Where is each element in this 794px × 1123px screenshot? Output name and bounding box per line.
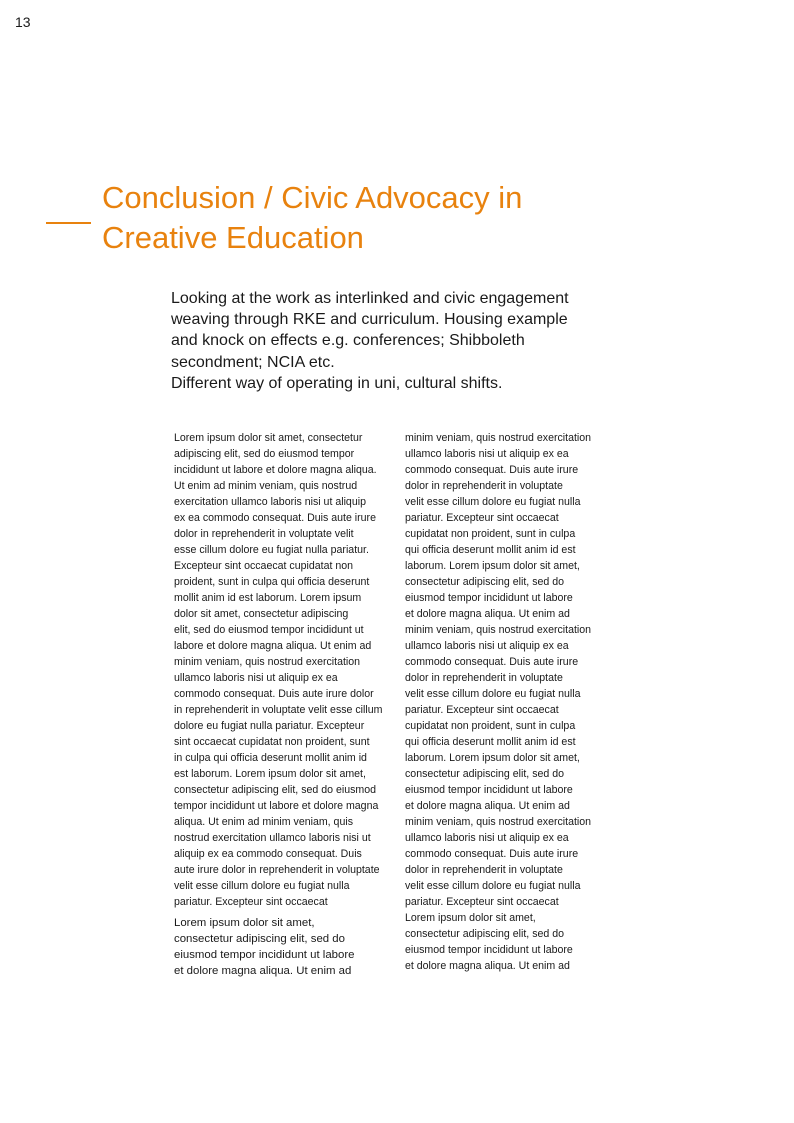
body-line: sint occaecat cupidatat non proident, sunt [174, 736, 370, 748]
page-number: 13 [15, 14, 31, 30]
body-line: aliquip ex ea commodo consequat. Duis [174, 848, 362, 860]
body-line: laborum. Lorem ipsum dolor sit amet, [405, 560, 580, 572]
body-line: consectetur adipiscing elit, sed do [174, 933, 345, 945]
lead-line: Looking at the work as interlinked and civic engagement [171, 290, 569, 307]
body-line: esse cillum dolore eu fugiat nulla pariatur. [174, 544, 369, 556]
body-line: ullamco laboris nisi ut aliquip ex ea [405, 832, 569, 844]
accent-rule [46, 222, 91, 224]
lead-line: Different way of operating in uni, cultural shifts. [171, 374, 503, 392]
body-line: ex ea commodo consequat. Duis aute irure [174, 512, 376, 524]
body-line: commodo consequat. Duis aute irure [405, 464, 579, 476]
body-column-right [405, 430, 627, 974]
body-line: commodo consequat. Duis aute irure [405, 656, 579, 668]
body-line: dolor sit amet, consectetur adipiscing [174, 608, 349, 620]
body-line: tempor incididunt ut labore et dolore magna [174, 800, 379, 812]
body-line: et dolore magna aliqua. Ut enim ad [405, 960, 570, 972]
body-line: eiusmod tempor incididunt ut labore [405, 944, 573, 956]
body-line: adipiscing elit, sed do eiusmod tempor [174, 448, 355, 460]
body-line: dolore eu fugiat nulla pariatur. Excepteur [174, 720, 365, 732]
body-line: cupidatat non proident, sunt in culpa [405, 528, 576, 540]
body-line: et dolore magna aliqua. Ut enim ad [174, 965, 352, 977]
lead-line: weaving through RKE and curriculum. Housing example [171, 311, 568, 329]
page-title [102, 178, 662, 258]
body-line: nostrud exercitation ullamco laboris nisi ut [174, 832, 371, 844]
body-line: et dolore magna aliqua. Ut enim ad [405, 608, 570, 620]
title-line: Conclusion / Civic Advocacy in [102, 180, 523, 215]
body-line: cupidatat non proident, sunt in culpa [405, 720, 576, 732]
body-line: commodo consequat. Duis aute irure [405, 848, 579, 860]
body-paragraph [174, 430, 396, 910]
body-line: dolor in reprehenderit in voluptate [405, 864, 563, 876]
body-line: velit esse cillum dolore eu fugiat nulla [405, 880, 581, 892]
body-paragraph [174, 915, 396, 979]
body-line: commodo consequat. Duis aute irure dolor [174, 688, 374, 700]
body-line: dolor in reprehenderit in voluptate velit [174, 528, 354, 540]
body-line: velit esse cillum dolore eu fugiat nulla [405, 688, 581, 700]
body-line: eiusmod tempor incididunt ut labore [405, 784, 573, 796]
body-line: labore et dolore magna aliqua. Ut enim ad [174, 640, 372, 652]
body-line: velit esse cillum dolore eu fugiat nulla [174, 880, 350, 892]
lead-paragraph [171, 288, 631, 394]
body-line: Lorem ipsum dolor sit amet, [405, 912, 536, 924]
body-line: et dolore magna aliqua. Ut enim ad [405, 800, 570, 812]
body-line: minim veniam, quis nostrud exercitation [405, 432, 592, 444]
body-line: qui officia deserunt mollit anim id est [405, 736, 576, 748]
body-line: proident, sunt in culpa qui officia deserunt [174, 576, 370, 588]
body-line: exercitation ullamco laboris nisi ut aliquip [174, 496, 366, 508]
body-line: in reprehenderit in voluptate velit esse cillum [174, 704, 383, 716]
body-line: qui officia deserunt mollit anim id est [405, 544, 576, 556]
body-line: laborum. Lorem ipsum dolor sit amet, [405, 752, 580, 764]
body-line: minim veniam, quis nostrud exercitation [174, 656, 361, 668]
lead-line: and knock on effects e.g. conferences; Shibboleth [171, 332, 525, 350]
body-paragraph [405, 430, 627, 974]
body-line: aute irure dolor in reprehenderit in voluptate [174, 864, 380, 876]
body-line: minim veniam, quis nostrud exercitation [405, 624, 592, 636]
body-line: dolor in reprehenderit in voluptate [405, 480, 563, 492]
body-line: Ut enim ad minim veniam, quis nostrud [174, 480, 358, 492]
body-line: dolor in reprehenderit in voluptate [405, 672, 563, 684]
body-line: mollit anim id est laborum. Lorem ipsum [174, 592, 362, 604]
body-line: pariatur. Excepteur sint occaecat [174, 896, 328, 908]
body-line: Lorem ipsum dolor sit amet, [174, 917, 315, 929]
title-line: Creative Education [102, 220, 364, 255]
body-line: consectetur adipiscing elit, sed do [405, 768, 564, 780]
body-line: ullamco laboris nisi ut aliquip ex ea [405, 448, 569, 460]
body-line: eiusmod tempor incididunt ut labore [174, 949, 355, 961]
body-line: eiusmod tempor incididunt ut labore [405, 592, 573, 604]
body-line: minim veniam, quis nostrud exercitation [405, 816, 592, 828]
body-line: incididunt ut labore et dolore magna aliqua. [174, 464, 377, 476]
body-line: pariatur. Excepteur sint occaecat [405, 512, 559, 524]
lead-line: secondment; NCIA etc. [171, 353, 335, 371]
body-line: consectetur adipiscing elit, sed do [405, 928, 564, 940]
body-line: Excepteur sint occaecat cupidatat non [174, 560, 354, 572]
body-line: est laborum. Lorem ipsum dolor sit amet, [174, 768, 366, 780]
body-line: elit, sed do eiusmod tempor incididunt ut [174, 624, 364, 636]
body-line: Lorem ipsum dolor sit amet, consectetur [174, 432, 363, 444]
body-line: pariatur. Excepteur sint occaecat [405, 896, 559, 908]
body-line: velit esse cillum dolore eu fugiat nulla [405, 496, 581, 508]
body-line: consectetur adipiscing elit, sed do [405, 576, 564, 588]
body-line: consectetur adipiscing elit, sed do eiusmod [174, 784, 376, 796]
body-line: ullamco laboris nisi ut aliquip ex ea [405, 640, 569, 652]
body-column-left [174, 430, 396, 979]
body-line: ullamco laboris nisi ut aliquip ex ea [174, 672, 338, 684]
body-line: pariatur. Excepteur sint occaecat [405, 704, 559, 716]
body-line: in culpa qui officia deserunt mollit anim id [174, 752, 367, 764]
body-line: aliqua. Ut enim ad minim veniam, quis [174, 816, 353, 828]
